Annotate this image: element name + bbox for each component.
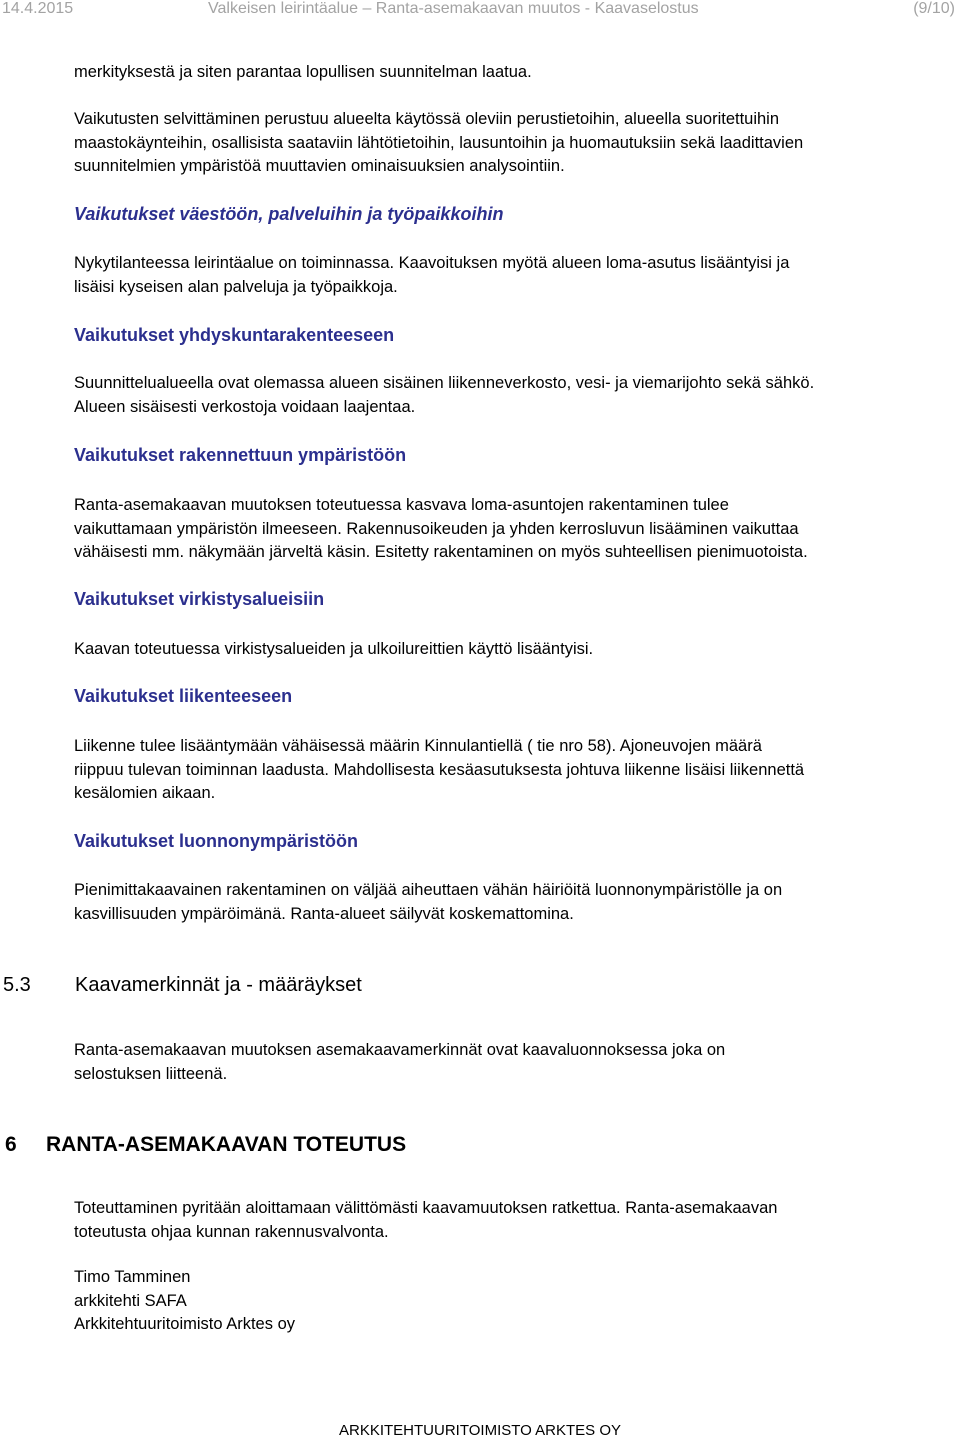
heading-built-environment: Vaikutukset rakennettuun ympäristöön (74, 445, 407, 465)
section-5-3-number: 5.3 (3, 974, 31, 996)
section-6-title: RANTA-ASEMAKAAVAN TOTEUTUS (46, 1133, 407, 1156)
heading-natural-environment: Vaikutukset luonnonympäristöön (74, 831, 359, 851)
paragraph-natural-environment: Pienimittakaavainen rakentaminen on väljää aiheuttaen vähän häiriöitä luonnonympäristölle ja on kasvillisuuden ympäröimänä. Ranta-alueet säilyvät koskemattomina. (74, 881, 783, 923)
heading-traffic-impacts: Vaikutukset liikenteeseen (74, 686, 293, 706)
signature-block: Timo Tamminen arkkitehti SAFA Arkkitehtuuritoimisto Arktes oy (74, 1268, 295, 1333)
page-footer: ARKKITEHTUURITOIMISTO ARKTES OY (339, 1422, 621, 1439)
section-5-3-title: Kaavamerkinnät ja - määräykset (75, 974, 362, 996)
paragraph-community-structure: Suunnittelualueella ovat olemassa alueen sisäinen liikenneverkosto, vesi- ja viemarijohto sekä sähkö. Alueen sisäisesti verkostoja voidaan laajentaa. (74, 374, 815, 416)
heading-population-impacts: Vaikutukset väestöön, palveluihin ja työpaikkoihin (74, 204, 504, 224)
paragraph-population-impacts: Nykytilanteessa leirintäalue on toiminnassa. Kaavoituksen myötä alueen loma-asutus lisääntyisi ja lisäisi kyseisen alan palveluja ja työpaikkoja. (74, 254, 790, 296)
paragraph-assessment-basis: Vaikutusten selvittäminen perustuu alueelta käytössä oleviin perustietoihin, alueella suoritettuihin maastokäynteihin, osallisista saataviin lähtötietoihin, lausuntoihin ja huomautuksiin sekä laadittavien suunnitelmien ympäristöä muuttavien ominaisuuksien analysointiin. (74, 110, 804, 175)
paragraph-implementation: Toteuttaminen pyritään aloittamaan välittömästi kaavamuutoksen ratkettua. Ranta-asemakaavan toteutusta ohjaa kunnan rakennusvalvonta. (74, 1199, 778, 1241)
header-date: 14.4.2015 (2, 0, 74, 17)
heading-recreation-areas: Vaikutukset virkistysalueisiin (74, 589, 325, 609)
heading-community-structure: Vaikutukset yhdyskuntarakenteeseen (74, 325, 395, 345)
section-5-3-heading (3, 972, 703, 998)
section-6-number: 6 (5, 1133, 17, 1156)
section-6-heading (5, 1132, 705, 1158)
paragraph-recreation-areas: Kaavan toteutuessa virkistysalueiden ja ulkoilureittien käyttö lisääntyisi. (74, 640, 594, 658)
header-page-number: (9/10) (913, 0, 955, 17)
paragraph-plan-markings: Ranta-asemakaavan muutoksen asemakaavamerkinnät ovat kaavaluonnoksessa joka on selostuksen liitteenä. (74, 1041, 726, 1083)
paragraph-built-environment: Ranta-asemakaavan muutoksen toteutuessa kasvava loma-asuntojen rakentaminen tulee vaikuttamaan ympäristön ilmeeseen. Rakennusoikeuden ja yhden kerrosluvun lisääminen vaikuttaa vähäisesti mm. näkymään järveltä käsin. Esitetty rakentaminen on myös suhteellisen pienimuotoista. (74, 496, 808, 561)
header-document-title: Valkeisen leirintäalue – Ranta-asemakaavan muutos - Kaavaselostus (208, 0, 699, 17)
page-header (0, 0, 960, 22)
paragraph-intro-end: merkityksestä ja siten parantaa lopullisen suunnitelman laatua. (74, 63, 532, 81)
paragraph-traffic-impacts: Liikenne tulee lisääntymään vähäisessä määrin Kinnulantiellä ( tie nro 58). Ajoneuvojen määrä riippuu tulevan toiminnan laadusta. Mahdollisesta kesäasutuksesta johtuva liikenne lisäisi liikennettä kesälomien aikaan. (74, 737, 805, 802)
